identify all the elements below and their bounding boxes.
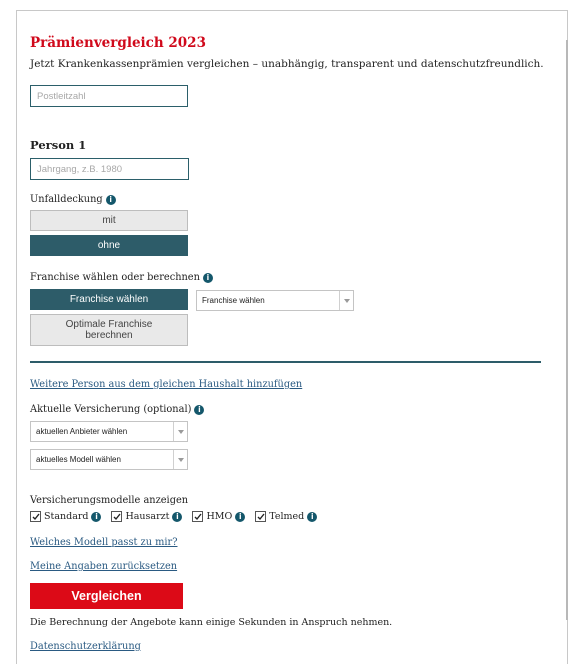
checkbox[interactable] — [30, 511, 41, 522]
current-insurance-text: Aktuelle Versicherung (optional) — [30, 404, 192, 415]
current-insurance-label — [30, 404, 204, 415]
accident-coverage-label — [30, 194, 116, 205]
franchise-calculate-button[interactable]: Optimale Franchise berechnen — [30, 314, 188, 346]
model-checkbox-hausarzt[interactable] — [111, 511, 182, 522]
loading-note: Die Berechnung der Angebote kann einige Sekunden in Anspruch nehmen. — [30, 617, 393, 628]
checkbox[interactable] — [192, 511, 203, 522]
page-title: Prämienvergleich 2023 — [30, 35, 206, 51]
privacy-link[interactable]: Datenschutzerklärung — [30, 641, 141, 652]
accident-with-button[interactable]: mit — [30, 210, 188, 231]
franchise-label-text: Franchise wählen oder berechnen — [30, 272, 200, 283]
chevron-down-icon — [173, 422, 187, 441]
chevron-down-icon — [173, 450, 187, 469]
model-select-value: aktuelles Modell wählen — [36, 455, 121, 464]
model-label: HMO — [206, 511, 233, 522]
info-icon[interactable]: i — [194, 405, 204, 415]
info-icon[interactable]: i — [203, 273, 213, 283]
birth-year-input[interactable] — [30, 158, 189, 180]
franchise-select-value: Franchise wählen — [202, 296, 265, 305]
model-select[interactable] — [30, 449, 188, 470]
page-subtitle: Jetzt Krankenkassenprämien vergleichen – unabhängig, transparent und datenschutzfreundlich. — [30, 58, 544, 70]
info-icon[interactable]: i — [307, 512, 317, 522]
franchise-label — [30, 272, 213, 283]
postal-code-input[interactable] — [30, 85, 188, 107]
model-label: Standard — [44, 511, 89, 522]
model-checkbox-standard[interactable] — [30, 511, 101, 522]
franchise-select[interactable] — [196, 290, 354, 311]
model-checkbox-hmo[interactable] — [192, 511, 245, 522]
accident-without-button[interactable]: ohne — [30, 235, 188, 256]
section-divider — [30, 361, 541, 363]
info-icon[interactable]: i — [172, 512, 182, 522]
model-label: Telmed — [269, 511, 305, 522]
model-checkboxes — [30, 511, 327, 522]
checkbox[interactable] — [255, 511, 266, 522]
accident-coverage-text: Unfalldeckung — [30, 194, 103, 205]
info-icon[interactable]: i — [235, 512, 245, 522]
reset-link[interactable]: Meine Angaben zurücksetzen — [30, 561, 178, 572]
compare-button[interactable]: Vergleichen — [30, 583, 183, 609]
provider-select[interactable] — [30, 421, 188, 442]
provider-select-value: aktuellen Anbieter wählen — [36, 427, 128, 436]
model-label: Hausarzt — [125, 511, 170, 522]
info-icon[interactable]: i — [91, 512, 101, 522]
checkbox[interactable] — [111, 511, 122, 522]
person-heading: Person 1 — [30, 138, 87, 152]
which-model-link[interactable]: Welches Modell passt zu mir? — [30, 537, 178, 548]
add-person-link[interactable]: Weitere Person aus dem gleichen Haushalt hinzufügen — [30, 379, 303, 390]
model-checkbox-telmed[interactable] — [255, 511, 317, 522]
franchise-choose-button[interactable]: Franchise wählen — [30, 289, 188, 310]
scrollbar[interactable] — [566, 40, 568, 620]
chevron-down-icon — [339, 291, 353, 310]
info-icon[interactable]: i — [106, 195, 116, 205]
models-label: Versicherungsmodelle anzeigen — [30, 495, 189, 506]
